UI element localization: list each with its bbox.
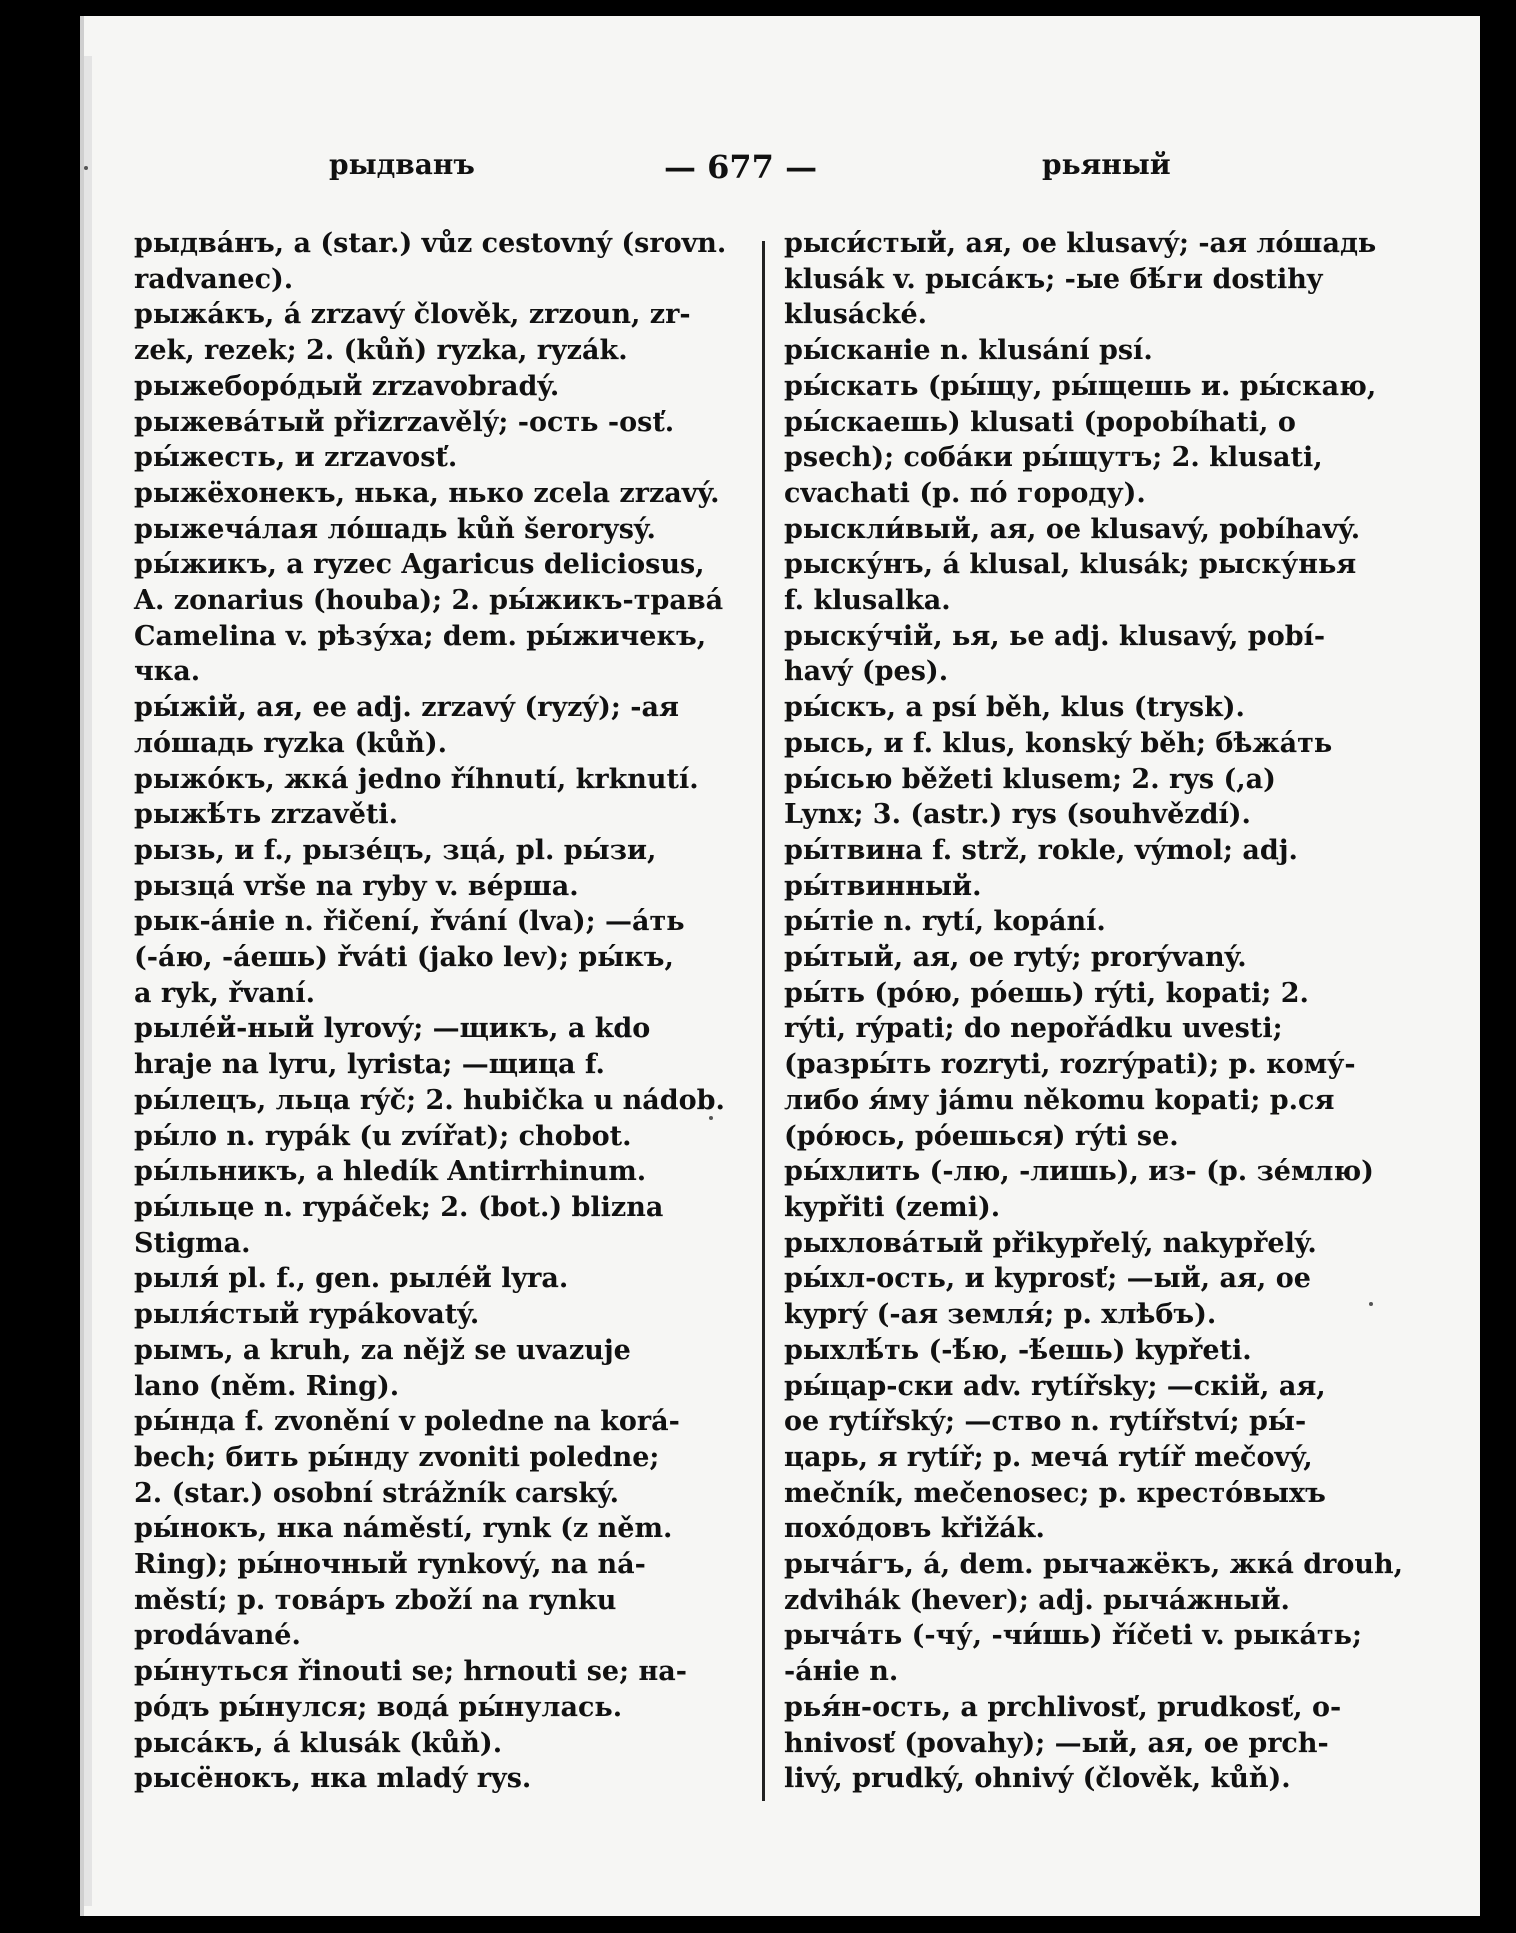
- dictionary-line: рыжо́къ, жка́ jedno říhnutí, krknutí.: [134, 763, 699, 795]
- dictionary-line: рызца́ vrše na ryby v. ве́рша.: [134, 870, 579, 902]
- dictionary-line: klusák v. рыса́къ; -ые бѣ́ги dostihy: [784, 263, 1323, 295]
- dictionary-line: рыча́гъ, á, dem. рычажёкъ, жка́ drouh,: [784, 1549, 1404, 1581]
- dictionary-line: hraje na lyru, lyrista; —щица f.: [134, 1049, 605, 1081]
- dictionary-line: městí; p. това́ръ zboží na rynku: [134, 1584, 617, 1616]
- dictionary-line: рыча́ть (-чу́, -чи́шь) říčeti v. рыка́ть;: [784, 1620, 1362, 1652]
- dictionary-line: ры́цар-ски adv. rytířsky; —скій, ая,: [784, 1370, 1326, 1402]
- print-speck: [1369, 1302, 1373, 1306]
- dictionary-line: рызь, и f., рызе́цъ, зца́, pl. ры́зи,: [134, 834, 657, 866]
- dictionary-line: рыжа́къ, á zrzavý člověk, zrzoun, zr-: [134, 299, 691, 331]
- dictionary-line: рыса́къ, á klusák (kůň).: [134, 1727, 503, 1759]
- dictionary-line: ры́твина f. strž, rokle, výmol; adj.: [784, 834, 1298, 866]
- header-right-word: рьяный: [1042, 148, 1171, 181]
- dictionary-line: ры́сью běžeti klusem; 2. rys (,a): [784, 763, 1276, 795]
- dictionary-line: mečník, mečenosec; p. кресто́выхъ: [784, 1477, 1326, 1509]
- dictionary-line: похо́довъ křižák.: [784, 1513, 1045, 1545]
- dictionary-line: рыси́стый, ая, ое klusavý; -ая ло́шадь: [784, 228, 1377, 259]
- dictionary-line: ры́нда f. zvonění v poledne na korá-: [134, 1406, 680, 1438]
- dictionary-line: lano (něm. Ring).: [134, 1370, 400, 1402]
- header-left-word: рыдванъ: [329, 148, 475, 181]
- dictionary-line: ры́нокъ, нка náměstí, rynk (z něm.: [134, 1513, 673, 1545]
- dictionary-line: ры́жій, ая, ее adj. zrzavý (ryzý); -ая: [134, 692, 679, 724]
- dictionary-line: a ryk, řvaní.: [134, 977, 316, 1009]
- dictionary-line: рысь, и f. klus, konský běh; бѣжа́ть: [784, 727, 1333, 759]
- dictionary-line: рыжёхонекъ, нька, нько zcela zrzavý.: [134, 477, 720, 509]
- dictionary-line: kyprý (-ая земля́; p. хлѣбъ).: [784, 1299, 1217, 1331]
- dictionary-line: (рóюсь, рóешься) rýti se.: [784, 1120, 1179, 1152]
- dictionary-line: рыжеча́лая ло́шадь kůň šerorysý.: [134, 513, 656, 545]
- dictionary-line: рыдва́нъ, a (star.) vůz cestovný (srovn.: [134, 228, 727, 259]
- dictionary-line: -а́ніе n.: [784, 1656, 899, 1688]
- dictionary-line: рыхлова́тый přikypřelý, nakypřelý.: [784, 1227, 1317, 1259]
- dictionary-line: ры́ть (ро́ю, ро́ешь) rýti, kopati; 2.: [784, 977, 1309, 1009]
- dictionary-line: рык-а́ніе n. řičení, řvání (lva); —а́ть: [134, 906, 685, 938]
- dictionary-line: ры́хлить (-лю, -лишь), из- (p. зе́млю): [784, 1156, 1374, 1188]
- dictionary-line: radvanec).: [134, 263, 294, 295]
- dictionary-line: Stigma.: [134, 1227, 251, 1259]
- dictionary-line: ры́скать (ры́щу, ры́щешь и. ры́скаю,: [784, 370, 1377, 402]
- dictionary-line: f. klusalka.: [784, 585, 951, 617]
- dictionary-line: рыжѣ́ть zrzavěti.: [134, 799, 399, 831]
- dictionary-line: рыску́чій, ья, ье adj. klusavý, pobí-: [784, 620, 1326, 652]
- dictionary-line: рыле́й-ный lyrový; —щикъ, a kdo: [134, 1013, 651, 1045]
- dictionary-line: ры́льникъ, a hledík Antirrhinum.: [134, 1156, 647, 1188]
- dictionary-line: zdvihák (hever); adj. рыча́жный.: [784, 1584, 1290, 1616]
- dictionary-line: рыскли́вый, ая, ое klusavý, pobíhavý.: [784, 513, 1361, 545]
- dictionary-line: kypřiti (zemi).: [784, 1191, 1001, 1223]
- dictionary-line: рыля́стый rypákovatý.: [134, 1299, 480, 1331]
- print-speck: [709, 1116, 713, 1120]
- dictionary-line: рыжева́тый přizrzavělý; -ость -osť.: [134, 406, 675, 438]
- dictionary-line: рысёнокъ, нка mladý rys.: [134, 1763, 532, 1795]
- column-divider: [762, 241, 765, 1801]
- dictionary-line: рымъ, a kruh, za nějž se uvazuje: [134, 1334, 631, 1366]
- dictionary-line: zek, rezek; 2. (kůň) ryzka, ryzák.: [134, 335, 628, 367]
- dictionary-line: ры́хл-ость, и kyprosť; —ый, ая, ое: [784, 1263, 1311, 1295]
- dictionary-line: bech; бить ры́нду zvoniti poledne;: [134, 1441, 660, 1473]
- dictionary-line: (-а́ю, -а́ешь) řváti (jako lev); ры́къ,: [134, 942, 674, 974]
- dictionary-line: ое rytířský; —ство n. rytířství; ры́-: [784, 1406, 1307, 1438]
- dictionary-line: Camelina v. рѣзу́ха; dem. ры́жичекъ,: [134, 620, 707, 652]
- page-header: [84, 148, 1480, 188]
- dictionary-line: cvachati (p. по́ городу).: [784, 477, 1146, 509]
- dictionary-line: ро́дъ ры́нулся; вода́ ры́нулась.: [134, 1691, 623, 1723]
- dictionary-line: рыхлѣ́ть (-ѣ́ю, -ѣ́ешь) kypřeti.: [784, 1334, 1252, 1366]
- left-column: [134, 226, 746, 1797]
- dictionary-line: чка.: [134, 656, 201, 688]
- dictionary-line: ло́шадь ryzka (kůň).: [134, 727, 448, 759]
- dictionary-line: A. zonarius (houba); 2. ры́жикъ-трава́: [134, 585, 724, 617]
- dictionary-page: [80, 16, 1480, 1916]
- page-number: — 677 —: [664, 148, 818, 186]
- dictionary-line: рыля́ pl. f., gen. рыле́й lyra.: [134, 1263, 569, 1295]
- dictionary-line: ры́тіе n. rytí, kopání.: [784, 906, 1106, 938]
- dictionary-line: рыжеборо́дый zrzavobradý.: [134, 370, 560, 402]
- dictionary-line: ры́ло n. rypák (u zvířat); chobot.: [134, 1120, 632, 1152]
- dictionary-line: ры́жикъ, a ryzec Agaricus deliciosus,: [134, 549, 705, 581]
- dictionary-line: ры́нуться řinouti se; hrnouti se; на-: [134, 1656, 687, 1688]
- dictionary-line: livý, prudký, ohnivý (člověk, kůň).: [784, 1763, 1291, 1795]
- right-column: [784, 226, 1404, 1797]
- dictionary-line: царь, я rytíř; p. меча́ rytíř mečový,: [784, 1441, 1313, 1473]
- dictionary-line: 2. (star.) osobní strážník carský.: [134, 1477, 620, 1509]
- dictionary-line: ры́скаешь) klusati (popobíhati, o: [784, 406, 1296, 438]
- dictionary-line: psech); соба́ки ры́щутъ; 2. klusati,: [784, 442, 1323, 474]
- dictionary-line: rýti, rýpati; do nepořádku uvesti;: [784, 1013, 1283, 1045]
- dictionary-line: Lynx; 3. (astr.) rys (souhvězdí).: [784, 799, 1251, 831]
- dictionary-line: рыску́нъ, á klusal, klusák; рыску́нья: [784, 549, 1357, 581]
- dictionary-line: ры́сканіе n. klusání psí.: [784, 335, 1153, 367]
- dictionary-line: ры́тый, ая, ое rytý; prorývaný.: [784, 942, 1247, 974]
- dictionary-line: (разры́ть rozryti, rozrýpati); p. кому́-: [784, 1049, 1356, 1081]
- dictionary-line: ры́льце n. rypáček; 2. (bot.) blizna: [134, 1191, 664, 1223]
- dictionary-line: havý (pes).: [784, 656, 949, 688]
- dictionary-line: hnivosť (povahy); —ый, ая, ое prch-: [784, 1727, 1329, 1759]
- dictionary-line: prodávané.: [134, 1620, 301, 1652]
- print-speck: [84, 166, 88, 170]
- dictionary-line: рья́н-ость, a prchlivosť, prudkosť, o-: [784, 1691, 1342, 1723]
- dictionary-line: klusácké.: [784, 299, 928, 331]
- dictionary-line: ры́лецъ, льца rýč; 2. hubička u nádob.: [134, 1084, 725, 1116]
- dictionary-line: ры́твинный.: [784, 870, 982, 902]
- page-edge: [84, 56, 92, 1906]
- dictionary-line: ры́скъ, a psí běh, klus (trysk).: [784, 692, 1245, 724]
- dictionary-line: Ring); ры́ночный rynkový, na ná-: [134, 1549, 646, 1581]
- dictionary-line: ры́жесть, и zrzavosť.: [134, 442, 458, 474]
- dictionary-line: либо я́му jámu někomu kopati; p.ся: [784, 1084, 1335, 1116]
